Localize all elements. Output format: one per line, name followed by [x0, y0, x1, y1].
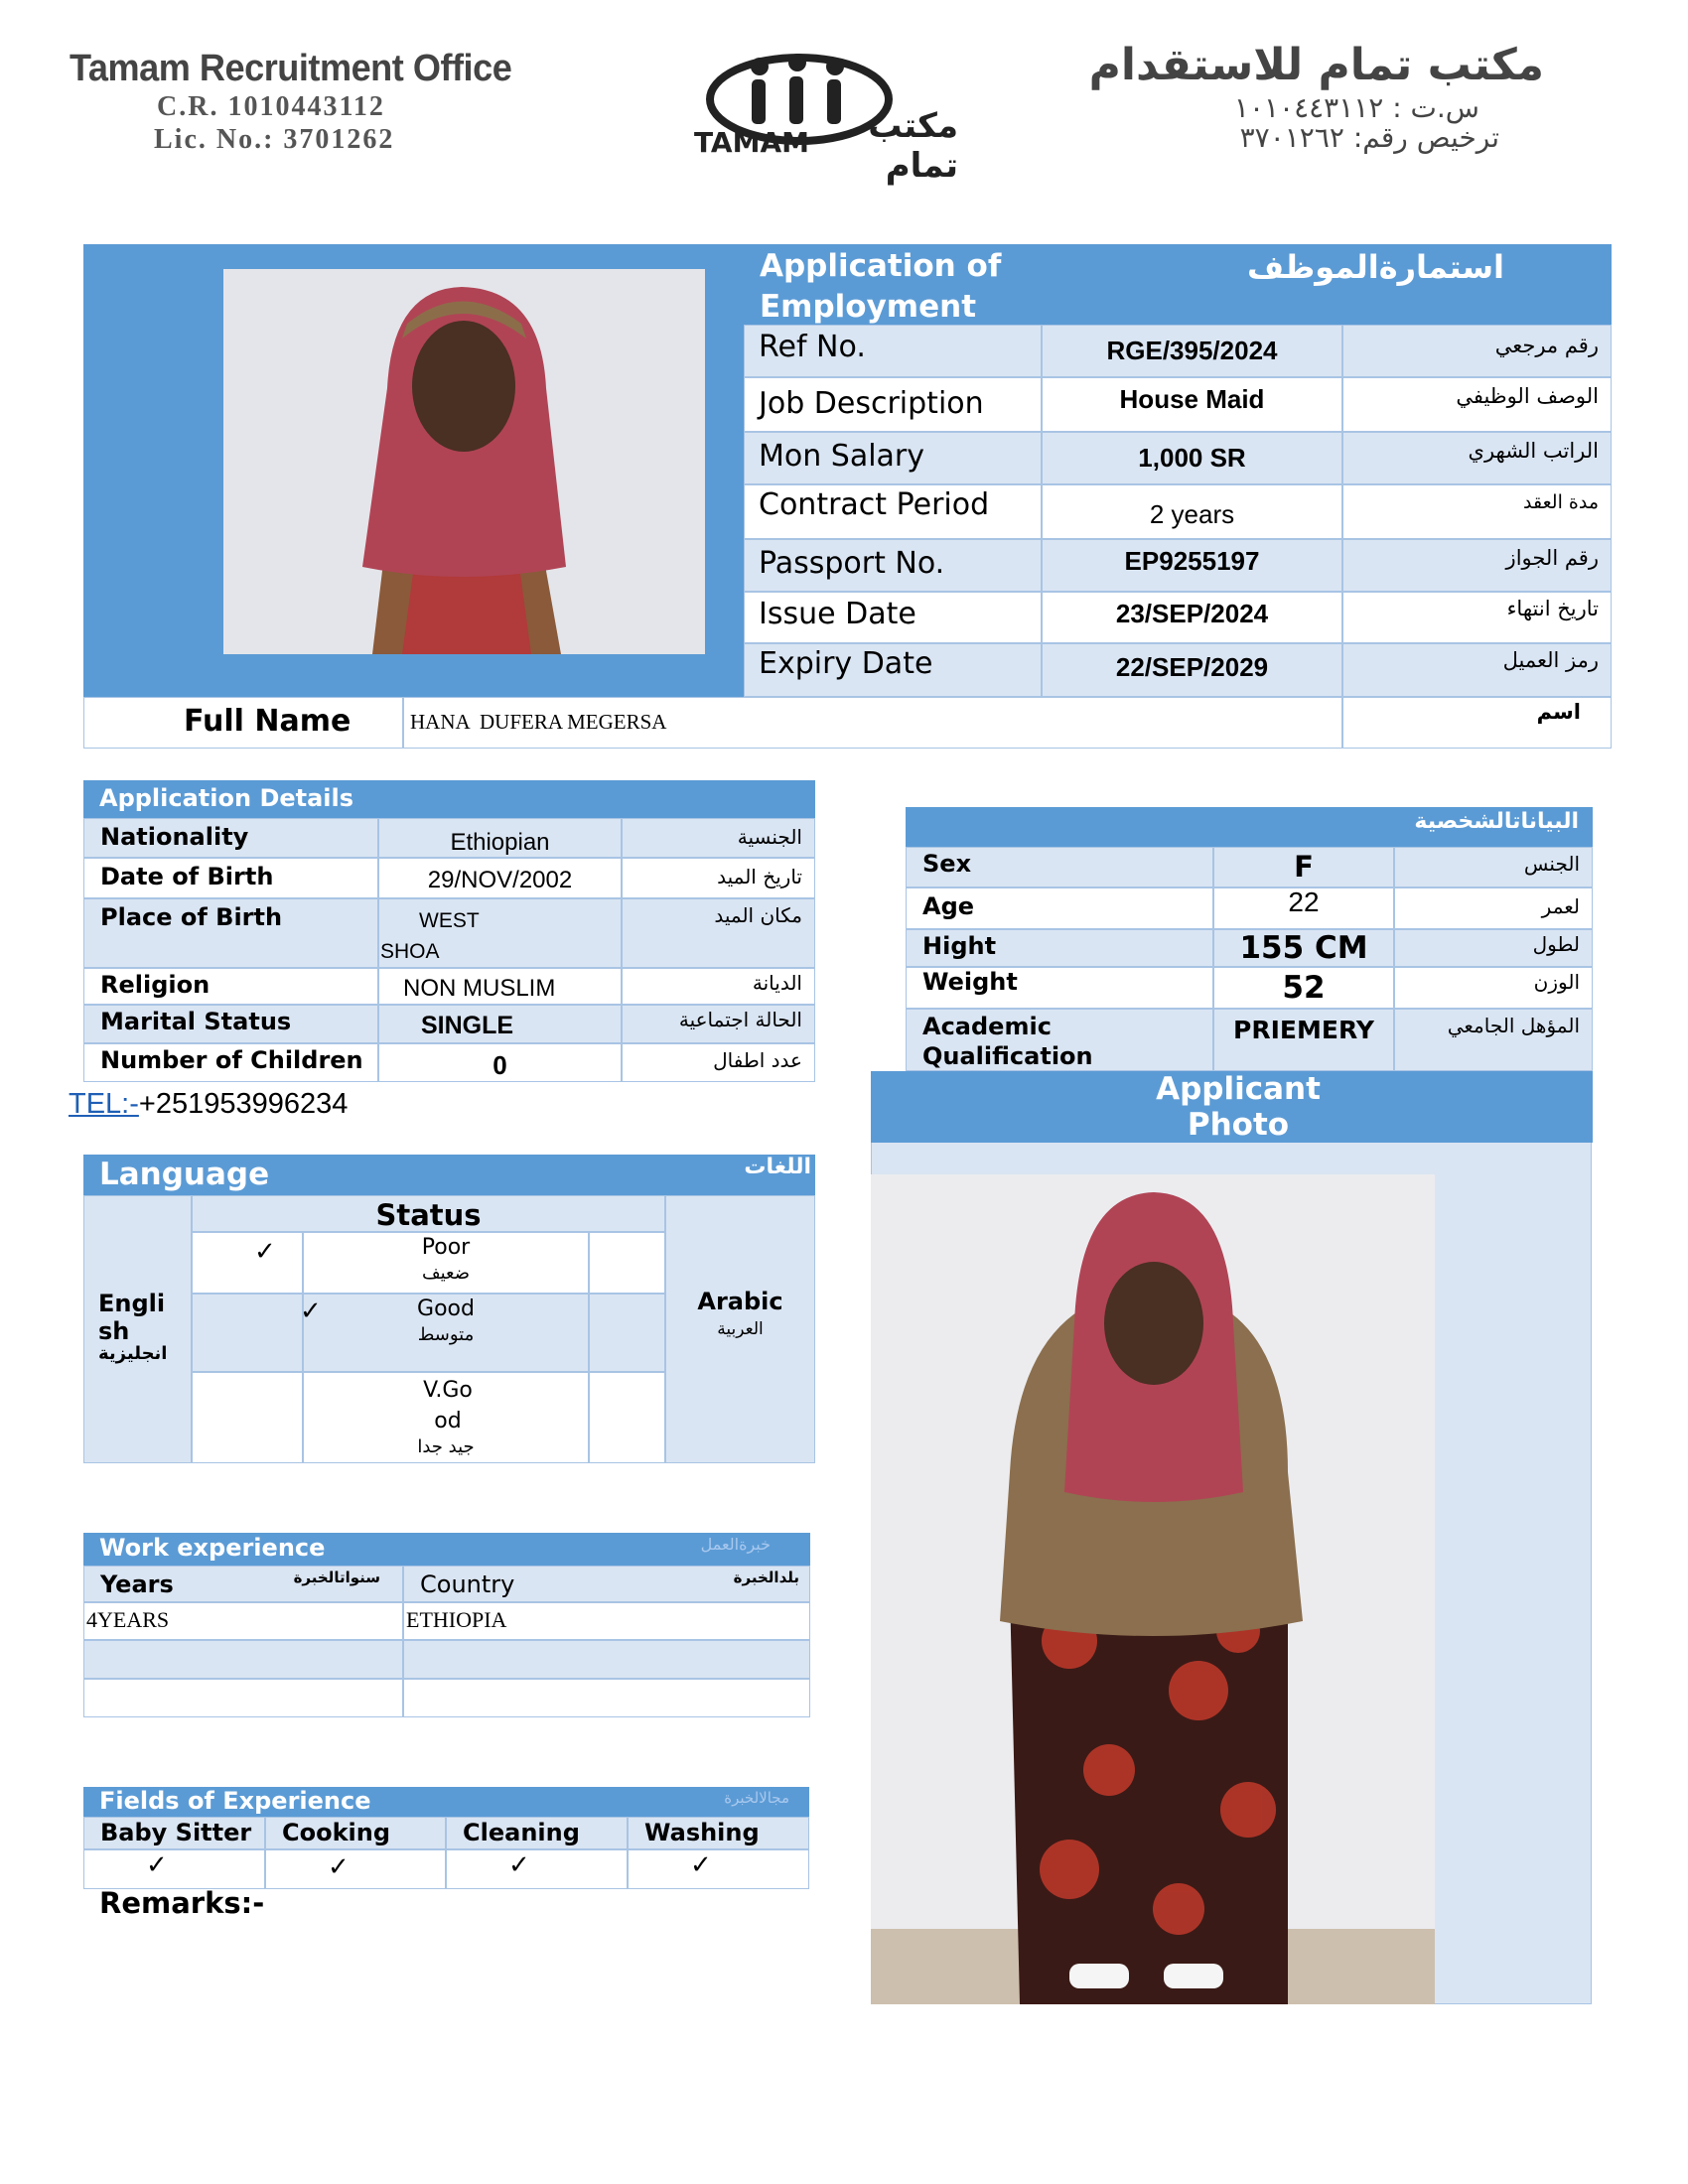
- personal-data-title-ar: البياناتالشخصية: [1414, 809, 1579, 834]
- details-row-4: [83, 1005, 378, 1043]
- ref-number-value: RGE/395/2024: [1106, 336, 1278, 365]
- field-cleaning: [446, 1817, 628, 1849]
- app-row-label: Issue Date: [759, 597, 916, 631]
- personal-label: Hight: [922, 932, 997, 960]
- full-name-value: HANA DUFERA MEGERSA: [410, 710, 667, 734]
- washing-check: ✓: [690, 1850, 712, 1880]
- work-row-0-years: [83, 1602, 403, 1640]
- date-of-birth-value: 29/NOV/2002: [427, 867, 573, 893]
- telephone-number: +251953996234: [138, 1088, 349, 1120]
- app-row-3-value: [1042, 484, 1342, 539]
- job-description-value: House Maid: [1119, 384, 1265, 414]
- app-row-2-ar: [1342, 432, 1612, 484]
- level-good-cell: [300, 1294, 589, 1372]
- app-row-label: Contract Period: [759, 487, 990, 522]
- app-row-1: [744, 377, 1042, 432]
- work-experience-title-ar: خبرةالعمل: [700, 1535, 771, 1554]
- details-row-4-ar: [622, 1005, 815, 1043]
- app-row-label-ar: تاريخ انتهاء: [1506, 597, 1599, 620]
- app-row-1-ar: [1342, 377, 1612, 432]
- app-row-1-value: [1042, 377, 1342, 432]
- personal-label: Sex: [922, 850, 972, 878]
- personal-row-2: [906, 929, 1213, 967]
- english-poor-check: ✓: [254, 1237, 276, 1267]
- language-status-header-cell: [192, 1195, 665, 1232]
- language-title: Language: [99, 1157, 270, 1192]
- app-row-label-ar: رقم الجواز: [1505, 546, 1599, 570]
- baby-sitter-check: ✓: [146, 1850, 168, 1880]
- personal-label: Age: [922, 892, 975, 920]
- marital-status-value: SINGLE: [421, 1012, 514, 1039]
- years-header-ar: سنواتالخبرة: [293, 1569, 380, 1586]
- app-row-0-value: [1042, 325, 1342, 377]
- personal-row-0-value: [1213, 847, 1394, 887]
- telephone-label[interactable]: TEL:-: [69, 1088, 139, 1120]
- level-poor-cell: [303, 1232, 589, 1294]
- language-arabic-cell: [665, 1195, 815, 1463]
- app-row-6: [744, 643, 1042, 697]
- arabic-label: Arabic: [697, 1288, 783, 1315]
- fields-of-experience-header: [83, 1787, 809, 1817]
- personal-row-3-ar: [1394, 967, 1593, 1009]
- level-vgood-en: V.Good: [423, 1378, 473, 1433]
- tamam-logo: [690, 45, 958, 186]
- field-cooking-check-cell: [265, 1849, 446, 1889]
- full-body-illustration: [871, 1174, 1435, 2004]
- applicant-photo-header: [871, 1071, 1593, 1143]
- app-row-5-value: [1042, 592, 1342, 643]
- full-name-value-cell: [403, 697, 1342, 749]
- field-label: Cleaning: [463, 1819, 580, 1846]
- details-label-ar: الديانة: [752, 971, 802, 995]
- years-header: Years: [100, 1570, 174, 1598]
- level-poor-ar: ضعيف: [421, 1263, 471, 1284]
- fields-of-experience-title-ar: مجالالخبرة: [724, 1789, 789, 1807]
- country-header-cell: [403, 1566, 810, 1602]
- personal-row-2-ar: [1394, 929, 1593, 967]
- details-row-2-ar: [622, 898, 815, 968]
- good-arabic-cell: [589, 1294, 665, 1372]
- nationality-value: Ethiopian: [450, 829, 550, 856]
- details-row-1-ar: [622, 858, 815, 898]
- applicant-full-photo: [871, 1174, 1435, 2004]
- details-row-5-value: [378, 1043, 622, 1082]
- application-title-en: Application of Employment: [760, 248, 1002, 325]
- cr-number-en: C.R. 1010443112: [157, 91, 385, 122]
- details-row-4-value: [378, 1005, 622, 1043]
- personal-row-4-ar: [1394, 1009, 1593, 1071]
- work-row-1-country: [403, 1640, 810, 1679]
- full-name-label-ar: اسم: [1536, 700, 1581, 724]
- expiry-date-value: 22/SEP/2029: [1115, 652, 1269, 682]
- details-row-5: [83, 1043, 378, 1082]
- height-value: 155 CM: [1239, 930, 1368, 966]
- academic-qualification-value: PRIEMERY: [1233, 1016, 1374, 1044]
- details-row-3-value: [378, 968, 622, 1005]
- age-value: 22: [1288, 887, 1320, 917]
- personal-label-ar: المؤهل الجامعي: [1447, 1014, 1580, 1037]
- app-row-3: [744, 484, 1042, 539]
- app-row-label: Expiry Date: [759, 646, 933, 681]
- personal-row-1: [906, 887, 1213, 929]
- details-row-1-value: [378, 858, 622, 898]
- work-row-2-country: [403, 1679, 810, 1717]
- field-washing: [628, 1817, 809, 1849]
- full-name-label-cell: [83, 697, 403, 749]
- children-count-value: 0: [492, 1050, 507, 1080]
- details-row-1: [83, 858, 378, 898]
- personal-label-ar: لعمر: [1541, 894, 1580, 918]
- details-label: Date of Birth: [100, 863, 274, 890]
- app-row-label: Mon Salary: [759, 439, 925, 474]
- personal-row-1-ar: [1394, 887, 1593, 929]
- remarks-label: Remarks:-: [99, 1886, 265, 1920]
- application-details-header: [83, 780, 815, 818]
- app-row-4: [744, 539, 1042, 592]
- app-row-label-ar: الوصف الوظيفي: [1456, 384, 1599, 408]
- personal-row-4: [906, 1009, 1213, 1071]
- app-row-2-value: [1042, 432, 1342, 484]
- details-label-ar: الجنسية: [737, 825, 802, 849]
- details-label: Place of Birth: [100, 903, 283, 931]
- language-header: [83, 1155, 815, 1195]
- details-label: Marital Status: [100, 1008, 292, 1035]
- level-vgood-cell: [303, 1372, 589, 1463]
- details-row-3-ar: [622, 968, 815, 1005]
- app-row-label: Passport No.: [759, 546, 945, 581]
- country-value: ETHIOPIA: [406, 1607, 507, 1632]
- level-good-en: Good: [417, 1297, 475, 1321]
- office-name-ar: مكتب تمام للاستقدام: [1088, 40, 1544, 90]
- field-baby-sitter-check-cell: [83, 1849, 265, 1889]
- details-row-0: [83, 818, 378, 858]
- applicant-headshot-photo: [223, 269, 705, 654]
- level-good-ar: متوسط: [417, 1324, 475, 1345]
- app-row-label-ar: رقم مرجعي: [1494, 334, 1599, 357]
- level-vgood-ar: جيد جدا: [417, 1436, 475, 1457]
- app-row-label: Ref No.: [759, 330, 866, 364]
- details-label-ar: تاريخ الميد: [717, 865, 802, 888]
- license-number-ar: ترخيص رقم: ٣٧٠١٢٦٢: [1239, 121, 1499, 154]
- field-label: Cooking: [282, 1819, 391, 1846]
- app-row-5: [744, 592, 1042, 643]
- place-of-birth-line1: WEST: [419, 909, 480, 932]
- personal-row-0-ar: [1394, 847, 1593, 887]
- english-good-check: ✓: [300, 1297, 322, 1326]
- work-row-1-years: [83, 1640, 403, 1679]
- language-title-ar: اللغات: [744, 1155, 811, 1179]
- years-header-cell: [83, 1566, 403, 1602]
- personal-row-2-value: [1213, 929, 1394, 967]
- app-row-4-value: [1042, 539, 1342, 592]
- contract-period-value: 2 years: [1149, 499, 1235, 529]
- work-experience-title: Work experience: [99, 1534, 326, 1562]
- weight-value: 52: [1282, 970, 1326, 1006]
- field-cleaning-check-cell: [446, 1849, 628, 1889]
- religion-value: NON MUSLIM: [403, 975, 556, 1002]
- applicant-photo-title: Applicant Photo: [1156, 1071, 1321, 1143]
- personal-label-ar: الوزن: [1533, 970, 1580, 994]
- app-row-0-ar: [1342, 325, 1612, 377]
- personal-label-ar: الجنس: [1523, 852, 1580, 876]
- field-baby-sitter: [83, 1817, 265, 1849]
- details-label-ar: مكان الميد: [714, 903, 802, 927]
- app-row-3-ar: [1342, 484, 1612, 539]
- salary-value: 1,000 SR: [1138, 443, 1246, 473]
- details-row-3: [83, 968, 378, 1005]
- app-row-label-ar: الراتب الشهري: [1468, 439, 1599, 463]
- details-label-ar: عدد اطفال: [713, 1048, 802, 1072]
- logo-text-en: TAMAM: [694, 126, 809, 159]
- headshot-illustration: [223, 269, 705, 654]
- english-label: English: [98, 1290, 166, 1345]
- years-value: 4YEARS: [86, 1607, 170, 1632]
- sex-value: F: [1294, 850, 1314, 884]
- app-row-label-ar: رمز العميل: [1502, 648, 1599, 672]
- personal-row-0: [906, 847, 1213, 887]
- personal-row-4-value: [1213, 1009, 1394, 1071]
- office-name-en: Tamam Recruitment Office: [70, 48, 512, 89]
- field-washing-check-cell: [628, 1849, 809, 1889]
- details-label: Religion: [100, 971, 211, 999]
- passport-number-value: EP9255197: [1124, 546, 1260, 576]
- level-poor-en: Poor: [421, 1235, 471, 1260]
- application-title-ar: استمارةالموظف: [1246, 248, 1504, 286]
- poor-arabic-cell: [589, 1232, 665, 1294]
- application-details-title: Application Details: [99, 784, 354, 812]
- field-cooking: [265, 1817, 446, 1849]
- personal-label: Academic Qualification: [922, 1013, 1093, 1070]
- arabic-label-ar: العربية: [717, 1319, 764, 1339]
- personal-data-header: [906, 807, 1593, 847]
- country-header: Country: [420, 1570, 515, 1598]
- work-row-2-years: [83, 1679, 403, 1717]
- personal-row-3: [906, 967, 1213, 1009]
- app-row-label: Job Description: [759, 386, 984, 421]
- app-row-5-ar: [1342, 592, 1612, 643]
- work-experience-header: [83, 1533, 810, 1566]
- app-row-6-value: [1042, 643, 1342, 697]
- vgood-arabic-cell: [589, 1372, 665, 1463]
- field-label: Baby Sitter: [100, 1819, 252, 1846]
- language-english-cell: [83, 1195, 192, 1463]
- cleaning-check: ✓: [508, 1850, 530, 1880]
- details-row-0-value: [378, 818, 622, 858]
- details-row-0-ar: [622, 818, 815, 858]
- details-row-2-value: [378, 898, 622, 968]
- full-name-ar-cell: [1342, 697, 1612, 749]
- poor-check-cell: [192, 1232, 303, 1294]
- app-row-0: [744, 325, 1042, 377]
- app-row-label-ar: مدة العقد: [1523, 491, 1599, 513]
- details-label-ar: الحالة اجتماعية: [678, 1008, 802, 1031]
- work-row-0-country: [403, 1602, 810, 1640]
- details-row-2: [83, 898, 378, 968]
- status-header: Status: [375, 1198, 482, 1232]
- field-label: Washing: [644, 1819, 760, 1846]
- details-label: Number of Children: [100, 1046, 363, 1074]
- cooking-check: ✓: [328, 1852, 350, 1882]
- app-row-4-ar: [1342, 539, 1612, 592]
- logo-text-ar: مكتب تمام: [868, 106, 958, 186]
- place-of-birth-line2: SHOA: [380, 940, 440, 963]
- personal-label-ar: لطول: [1532, 932, 1580, 956]
- good-check-cell: [192, 1294, 303, 1372]
- english-label-ar: انجليزية: [98, 1343, 168, 1364]
- details-row-5-ar: [622, 1043, 815, 1082]
- cr-number-ar: س.ت : ١٠١٠٤٤٣١١٢: [1233, 91, 1479, 124]
- full-name-label: Full Name: [184, 704, 352, 739]
- telephone: [69, 1088, 348, 1121]
- country-header-ar: بلدالخبرة: [733, 1569, 799, 1586]
- issue-date-value: 23/SEP/2024: [1115, 599, 1269, 628]
- personal-row-3-value: [1213, 967, 1394, 1009]
- personal-label: Weight: [922, 968, 1018, 996]
- license-number-en: Lic. No.: 3701262: [154, 124, 395, 155]
- vgood-check-cell: [192, 1372, 303, 1463]
- personal-row-1-value: [1213, 887, 1394, 929]
- details-label: Nationality: [100, 823, 249, 851]
- fields-of-experience-title: Fields of Experience: [99, 1787, 371, 1815]
- header: [0, 0, 1688, 199]
- app-row-2: [744, 432, 1042, 484]
- app-row-6-ar: [1342, 643, 1612, 697]
